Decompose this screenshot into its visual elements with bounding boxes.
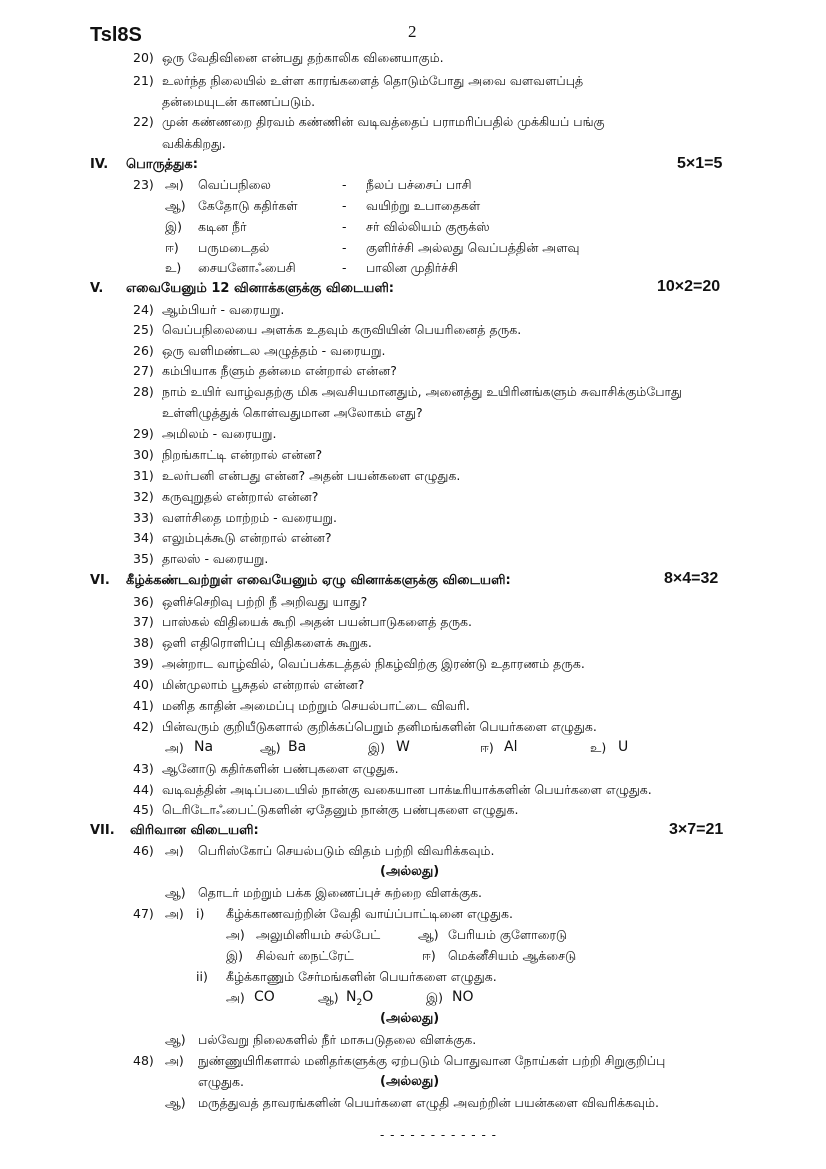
- question-text: வளர்சிதை மாற்றம் - வரையறு.: [162, 510, 338, 525]
- match-dash: -: [342, 177, 347, 192]
- question-number: 27): [133, 363, 154, 378]
- option-label: ஈ): [422, 948, 436, 963]
- question-number: 45): [133, 802, 154, 817]
- question-text: ஒளிச்செறிவு பற்றி நீ அறிவது யாது?: [162, 594, 368, 609]
- subpart-label: i): [196, 906, 205, 921]
- end-of-paper-line: - - - - - - - - - - - -: [380, 1128, 497, 1142]
- question-number: 48): [133, 1053, 154, 1068]
- section-label: VI.: [90, 573, 110, 588]
- question-number: 36): [133, 594, 154, 609]
- match-right: சர் வில்லியம் குரூக்ஸ்: [366, 219, 490, 234]
- question-text: ஒளி எதிரொளிப்பு விதிகளைக் கூறுக.: [162, 635, 372, 650]
- formula-subscript: 2: [356, 997, 363, 1008]
- section-title: பொருத்துக:: [126, 157, 198, 172]
- match-left: சையனோஃபைசி: [198, 260, 296, 275]
- question-text: மின்முலாம் பூசுதல் என்றால் என்ன?: [162, 677, 365, 692]
- question-text: அன்றாட வாழ்வில், வெப்பக்கடத்தல் நிகழ்விற்கு இரண்டு உதாரணம் தருக.: [162, 656, 585, 671]
- question-text: அமிலம் - வரையறு.: [162, 426, 277, 441]
- question-number: 39): [133, 656, 154, 671]
- question-text: கீழ்க்காணவற்றின் வேதி வாய்ப்பாட்டினை எழுதுக.: [226, 906, 513, 921]
- match-option: அ): [165, 177, 184, 192]
- question-number: 34): [133, 530, 154, 545]
- section-label: V.: [90, 281, 104, 296]
- question-number: 20): [133, 50, 154, 65]
- match-option: இ): [165, 219, 183, 234]
- question-number: 40): [133, 677, 154, 692]
- question-number: 31): [133, 468, 154, 483]
- question-number: 29): [133, 426, 154, 441]
- question-text: கருவுறுதல் என்றால் என்ன?: [162, 489, 319, 504]
- option-value: பேரியம் குளோரைடு: [448, 927, 568, 942]
- page-number: 2: [408, 22, 417, 41]
- question-text: பாஸ்கல் விதியைக் கூறி அதன் பயன்பாடுகளைத் தருக.: [162, 614, 473, 629]
- section-title: எவையேனும் 12 வினாக்களுக்கு விடையளி:: [126, 281, 395, 296]
- or-separator: (அல்லது): [380, 864, 440, 879]
- formula-symbol: N: [346, 989, 357, 1005]
- question-number: 46): [133, 843, 154, 858]
- question-text: கீழ்க்காணும் சேர்மங்களின் பெயர்களை எழுதுக.: [226, 969, 497, 984]
- question-text: டெரிடோஃபைட்டுகளின் ஏதேனும் நான்கு பண்புகளை எழுதுக.: [162, 802, 519, 817]
- option-label: ஈ): [480, 740, 494, 755]
- question-text: பின்வரும் குறியீடுகளால் குறிக்கப்பெறும் தனிமங்களின் பெயர்களை எழுதுக.: [162, 719, 597, 734]
- match-right: பாலின முதிர்ச்சி: [366, 260, 459, 275]
- option-value: CO: [254, 989, 275, 1005]
- question-text: உலர்பனி என்பது என்ன? அதன் பயன்களை எழுதுக.: [162, 468, 461, 483]
- question-number: 33): [133, 510, 154, 525]
- question-text: பெரிஸ்கோப் செயல்படும் விதம் பற்றி விவரிக்கவும்.: [198, 843, 495, 858]
- option-label: அ): [226, 990, 245, 1005]
- question-text: மருத்துவத் தாவரங்களின் பெயர்களை எழுதி அவற்றின் பயன்களை விவரிக்கவும்.: [198, 1095, 659, 1110]
- section-title: கீழ்க்கண்டவற்றுள் எவையேனும் ஏழு வினாக்களுக்கு விடையளி:: [126, 573, 511, 588]
- question-text: பல்வேறு நிலைகளில் நீர் மாசுபடுதலை விளக்குக.: [198, 1032, 477, 1047]
- match-right: நீலப் பச்சைப் பாசி: [366, 177, 472, 192]
- option-value: சில்வர் நைட்ரேட்: [256, 948, 354, 963]
- match-option: ஆ): [165, 198, 186, 213]
- option-value: மெக்னீசியம் ஆக்சைடு: [448, 948, 577, 963]
- match-left: வெப்பநிலை: [198, 177, 271, 192]
- option-value-formula: [346, 989, 373, 1011]
- option-label: இ): [426, 990, 444, 1005]
- question-number: 44): [133, 782, 154, 797]
- question-text-continued: வகிக்கிறது.: [162, 136, 226, 151]
- question-number: 42): [133, 719, 154, 734]
- paper-code: Tsl8S: [90, 24, 142, 46]
- question-text: நுண்ணுயிரிகளால் மனிதர்களுக்கு ஏற்படும் பொதுவான நோய்கள் பற்றி சிறுகுறிப்பு: [198, 1053, 666, 1068]
- option-value: அலுமினியம் சல்பேட்: [256, 927, 381, 942]
- question-text: கம்பியாக நீளும் தன்மை என்றால் என்ன?: [162, 363, 397, 378]
- question-number: 37): [133, 614, 154, 629]
- question-number: 23): [133, 177, 154, 192]
- question-number: 35): [133, 551, 154, 566]
- section-label: IV.: [90, 157, 109, 172]
- option-value: Na: [194, 739, 214, 755]
- question-text-continued: உள்ளிழுத்துக் கொள்வதுமான அலோகம் எது?: [162, 405, 423, 420]
- question-number: 41): [133, 698, 154, 713]
- question-text: ஆனோடு கதிர்களின் பண்புகளை எழுதுக.: [162, 761, 399, 776]
- option-value: W: [396, 739, 410, 755]
- option-label: உ): [590, 740, 607, 755]
- option-value: Ba: [288, 739, 307, 755]
- option-label: அ): [165, 906, 184, 921]
- question-text: நாம் உயிர் வாழ்வதற்கு மிக அவசியமானதும், அனைத்து உயிரினங்களும் சுவாசிக்கும்போது: [162, 384, 682, 399]
- question-text: ஒரு வளிமண்டல அழுத்தம் - வரையறு.: [162, 343, 386, 358]
- option-label: ஆ): [418, 927, 439, 942]
- section-marks: 10×2=20: [657, 278, 721, 295]
- option-label: அ): [165, 740, 184, 755]
- question-text: உலர்ந்த நிலையில் உள்ள காரங்களைத் தொடும்போது அவை வளவளப்புத்: [162, 73, 584, 88]
- match-dash: -: [342, 219, 347, 234]
- match-left: பருமடைதல்: [198, 240, 270, 255]
- question-text: நிறங்காட்டி என்றால் என்ன?: [162, 447, 323, 462]
- question-number: 30): [133, 447, 154, 462]
- question-text: வடிவத்தின் அடிப்படையில் நான்கு வகையான பாக்டீரியாக்களின் பெயர்களை எழுதுக.: [162, 782, 652, 797]
- option-value: U: [618, 739, 629, 755]
- match-left: கடின நீர்: [198, 219, 247, 234]
- option-label: இ): [226, 948, 244, 963]
- question-number: 28): [133, 384, 154, 399]
- question-number: 22): [133, 114, 154, 129]
- section-label: VII.: [90, 823, 115, 838]
- question-text: எலும்புக்கூடு என்றால் என்ன?: [162, 530, 332, 545]
- or-separator: (அல்லது): [380, 1011, 440, 1026]
- option-label: அ): [165, 843, 184, 858]
- question-number: 25): [133, 322, 154, 337]
- formula-symbol: O: [362, 989, 374, 1005]
- question-number: 43): [133, 761, 154, 776]
- section-title: விரிவான விடையளி:: [130, 823, 259, 838]
- question-number: 24): [133, 302, 154, 317]
- question-number: 26): [133, 343, 154, 358]
- question-text: தொடர் மற்றும் பக்க இணைப்புச் சுற்றை விளக்குக.: [198, 885, 483, 900]
- question-text: மனித காதின் அமைப்பு மற்றும் செயல்பாட்டை விவரி.: [162, 698, 470, 713]
- option-label: அ): [165, 1053, 184, 1068]
- question-number: 32): [133, 489, 154, 504]
- section-marks: 5×1=5: [677, 155, 723, 172]
- question-number: 47): [133, 906, 154, 921]
- match-right: வயிற்று உபாதைகள்: [366, 198, 481, 213]
- option-label: இ): [368, 740, 386, 755]
- section-marks: 8×4=32: [664, 570, 719, 587]
- question-text-continued: தன்மையுடன் காணப்படும்.: [162, 94, 316, 109]
- question-number: 38): [133, 635, 154, 650]
- option-label: ஆ): [165, 1032, 186, 1047]
- question-number: 21): [133, 73, 154, 88]
- match-dash: -: [342, 198, 347, 213]
- question-text: வெப்பநிலையை அளக்க உதவும் கருவியின் பெயரினைத் தருக.: [162, 322, 522, 337]
- question-text: முன் கண்ணறை திரவம் கண்ணின் வடிவத்தைப் பராமரிப்பதில் முக்கியப் பங்கு: [162, 114, 605, 129]
- question-text: ஆம்பியர் - வரையறு.: [162, 302, 285, 317]
- match-option: ஈ): [165, 240, 179, 255]
- section-marks: 3×7=21: [669, 821, 724, 838]
- match-right: குளிர்ச்சி அல்லது வெப்பத்தின் அளவு: [366, 240, 580, 255]
- match-option: உ): [165, 260, 182, 275]
- question-text-continued: எழுதுக.: [198, 1074, 244, 1089]
- option-label: ஆ): [165, 885, 186, 900]
- option-value: NO: [452, 989, 474, 1005]
- option-label: ஆ): [165, 1095, 186, 1110]
- option-value: Al: [504, 739, 518, 755]
- option-label: ஆ): [318, 990, 339, 1005]
- or-separator: (அல்லது): [380, 1074, 440, 1089]
- question-text: ஒரு வேதிவினை என்பது தற்காலிக வினையாகும்.: [162, 50, 444, 65]
- option-label: ஆ): [260, 740, 281, 755]
- option-label: அ): [226, 927, 245, 942]
- match-dash: -: [342, 260, 347, 275]
- subpart-label: ii): [196, 969, 208, 984]
- match-left: கேதோடு கதிர்கள்: [198, 198, 298, 213]
- match-dash: -: [342, 240, 347, 255]
- question-text: தாலஸ் - வரையறு.: [162, 551, 269, 566]
